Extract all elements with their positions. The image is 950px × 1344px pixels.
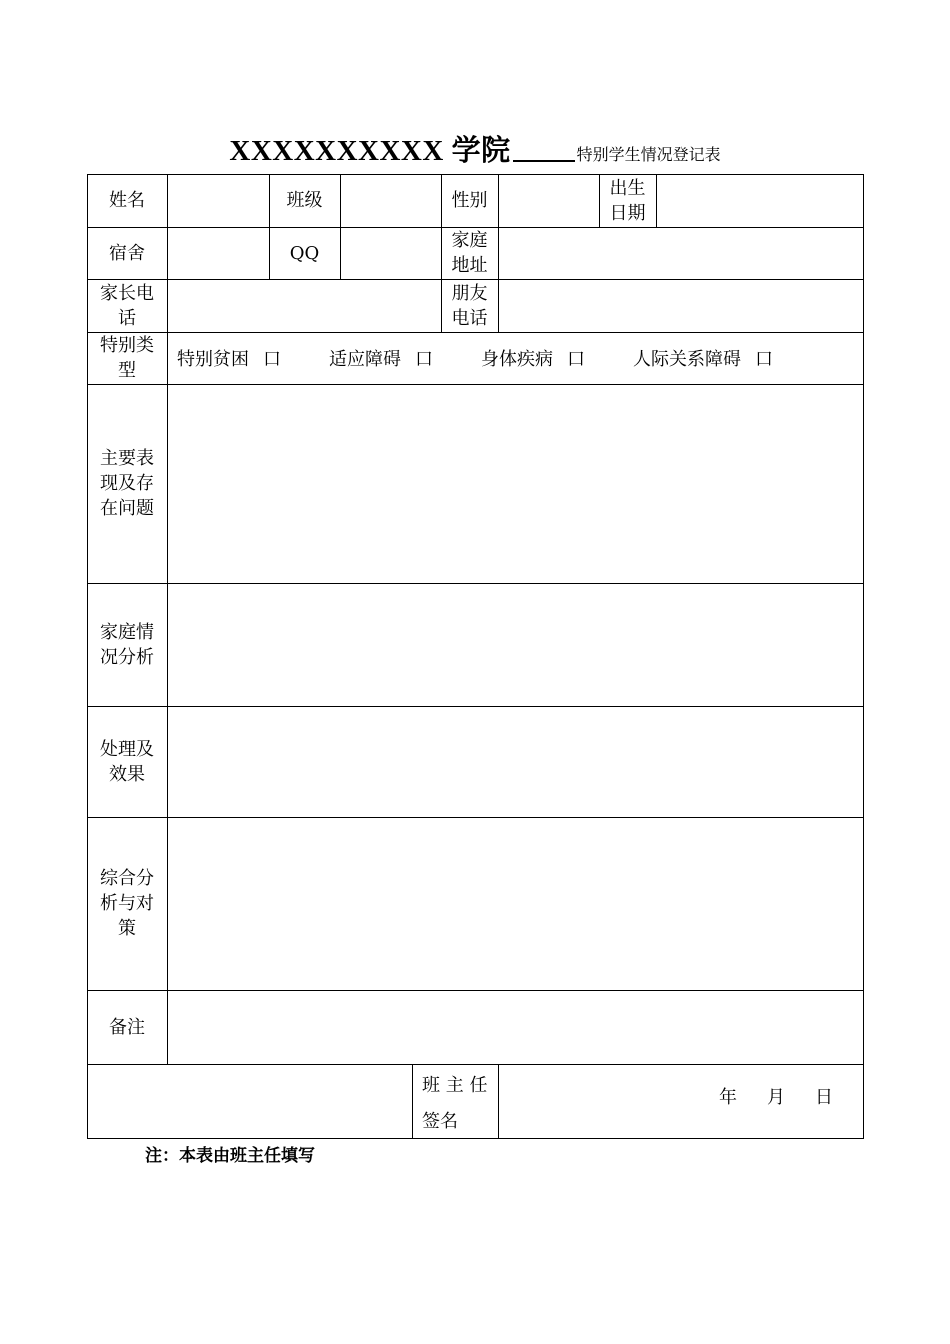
remarks-field[interactable] [167, 990, 863, 1064]
special-type-label: 特别类型 [100, 335, 154, 381]
special-type-options [177, 332, 821, 384]
handling-label: 处理及效果 [100, 738, 154, 785]
date-year: 年 [719, 1087, 737, 1108]
date-day: 日 [815, 1087, 833, 1108]
option-poverty[interactable]: 特别贫困 口 [177, 349, 281, 370]
dorm-label: 宿舍 [109, 242, 145, 264]
teacher-signature-label: 班 主 任 签名 [422, 1075, 488, 1132]
home-address-label: 家庭地址 [451, 230, 488, 276]
home-address-field[interactable] [498, 227, 863, 279]
registration-table [87, 174, 864, 1139]
form-subtitle: 特别学生情况登记表 [576, 145, 721, 164]
parent-phone-label: 家长电话 [100, 282, 154, 329]
family-situation-label: 家庭情况分析 [100, 621, 154, 668]
family-situation-field[interactable] [167, 583, 863, 706]
qq-field[interactable] [340, 227, 441, 279]
gender-label: 性别 [451, 190, 488, 211]
option-relationship[interactable]: 人际关系障碍 口 [633, 349, 773, 370]
option-illness[interactable]: 身体疾病 口 [481, 349, 585, 370]
checkbox-icon[interactable]: 口 [415, 349, 433, 370]
birth-date-field[interactable] [656, 174, 863, 227]
gender-field[interactable] [498, 174, 599, 227]
name-label: 姓名 [109, 190, 145, 211]
handling-field[interactable] [167, 706, 863, 817]
qq-label: QQ [289, 242, 320, 264]
option-adaptation[interactable]: 适应障碍 口 [329, 349, 433, 370]
name-field[interactable] [167, 174, 269, 227]
friend-phone-label: 朋友电话 [451, 282, 488, 329]
checkbox-icon[interactable]: 口 [263, 349, 281, 370]
institution-title: XXXXXXXXXX 学院 [229, 135, 511, 167]
birth-date-label: 出生日期 [609, 177, 646, 224]
main-issues-field[interactable] [167, 384, 863, 583]
class-field[interactable] [340, 174, 441, 227]
date-month: 月 [767, 1087, 785, 1108]
parent-phone-field[interactable] [167, 279, 441, 332]
signature-field[interactable] [498, 1064, 863, 1138]
analysis-label: 综合分析与对策 [100, 868, 154, 939]
class-label: 班级 [286, 190, 323, 211]
dorm-field[interactable] [167, 227, 269, 279]
friend-phone-field[interactable] [498, 279, 863, 332]
department-blank[interactable] [513, 160, 575, 162]
analysis-field[interactable] [167, 817, 863, 990]
signature-blank-area [87, 1064, 412, 1138]
checkbox-icon[interactable]: 口 [755, 349, 773, 370]
form-title [0, 128, 950, 169]
footer-note: 注：本表由班主任填写 [145, 1146, 315, 1166]
remarks-label: 备注 [109, 1016, 145, 1038]
checkbox-icon[interactable]: 口 [567, 349, 585, 370]
main-issues-label: 主要表现及存在问题 [100, 448, 154, 519]
